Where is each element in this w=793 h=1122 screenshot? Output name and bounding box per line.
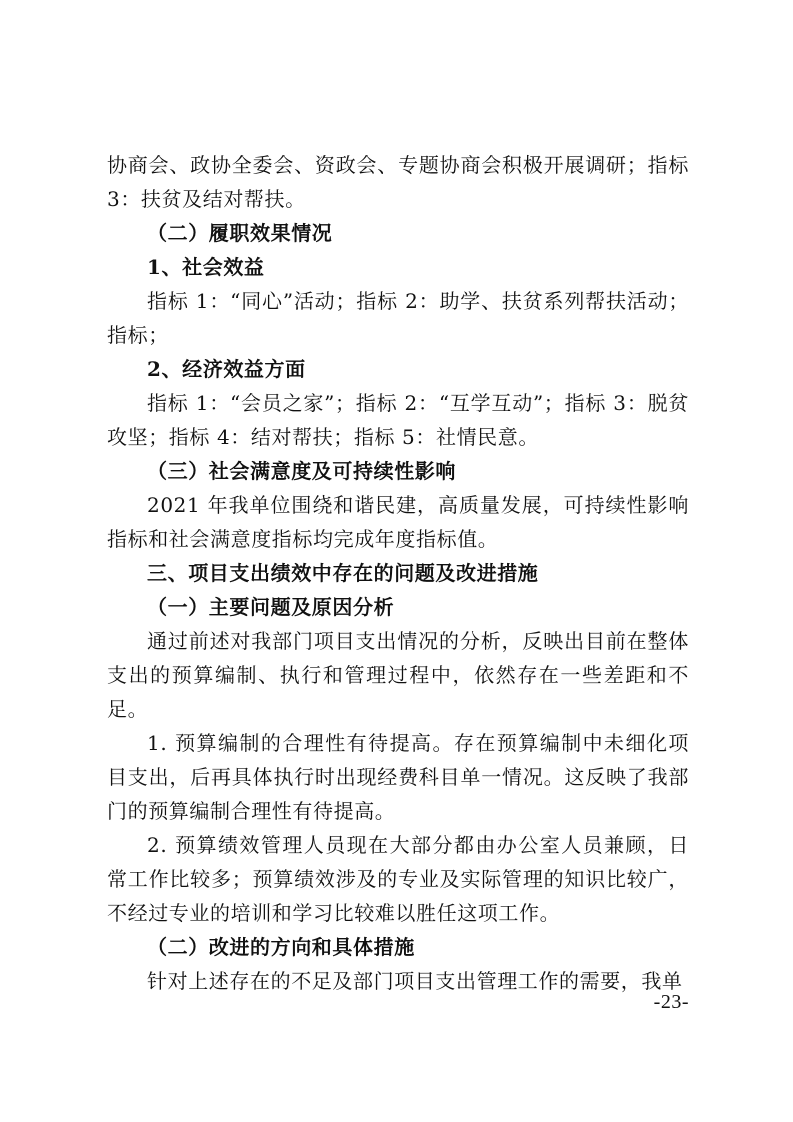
heading-social-benefit: 1、社会效益	[147, 255, 265, 279]
section-heading-problems-improvements: 三、项目支出绩效中存在的问题及改进措施	[147, 561, 539, 585]
heading-main-problems: （一）主要问题及原因分析	[147, 595, 395, 619]
paragraph-improvement-intro: 针对上述存在的不足及部门项目支出管理工作的需要，我单	[147, 969, 683, 993]
heading-performance-effect: （二）履职效果情况	[147, 221, 333, 245]
paragraph-social-benefit-indicators: 指标 1：“同心”活动；指标 2：助学、扶贫系列帮扶活动；指标；	[107, 289, 689, 347]
heading-improvement-measures: （二）改进的方向和具体措施	[147, 935, 415, 959]
heading-satisfaction-sustainability: （三）社会满意度及可持续性影响	[147, 459, 456, 483]
page-number: -23-	[653, 991, 689, 1013]
paragraph-satisfaction-sustainability: 2021 年我单位围绕和谐民建，高质量发展，可持续性影响指标和社会满意度指标均完成年度指标值。	[107, 493, 689, 551]
paragraph-economic-benefit-indicators: 指标 1：“会员之家”；指标 2：“互学互动”；指标 3：脱贫攻坚；指标 4：结对帮扶；指标 5：社情民意。	[107, 391, 689, 449]
paragraph-problem-overview: 通过前述对我部门项目支出情况的分析，反映出目前在整体支出的预算编制、执行和管理过程中，依然存在一些差距和不足。	[107, 629, 689, 721]
document-body	[107, 148, 689, 998]
paragraph-problem-budget-rationality: 1. 预算编制的合理性有待提高。存在预算编制中未细化项目支出，后再具体执行时出现经费科目单一情况。这反映了我部门的预算编制合理性有待提高。	[107, 731, 689, 823]
heading-economic-benefit: 2、经济效益方面	[147, 357, 306, 381]
paragraph-problem-budget-staffing: 2. 预算绩效管理人员现在大部分都由办公室人员兼顾，日常工作比较多；预算绩效涉及的专业及实际管理的知识比较广，不经过专业的培训和学习比较难以胜任这项工作。	[107, 833, 689, 925]
paragraph-continuation: 协商会、政协全委会、资政会、专题协商会积极开展调研；指标 3：扶贫及结对帮扶。	[107, 153, 689, 211]
